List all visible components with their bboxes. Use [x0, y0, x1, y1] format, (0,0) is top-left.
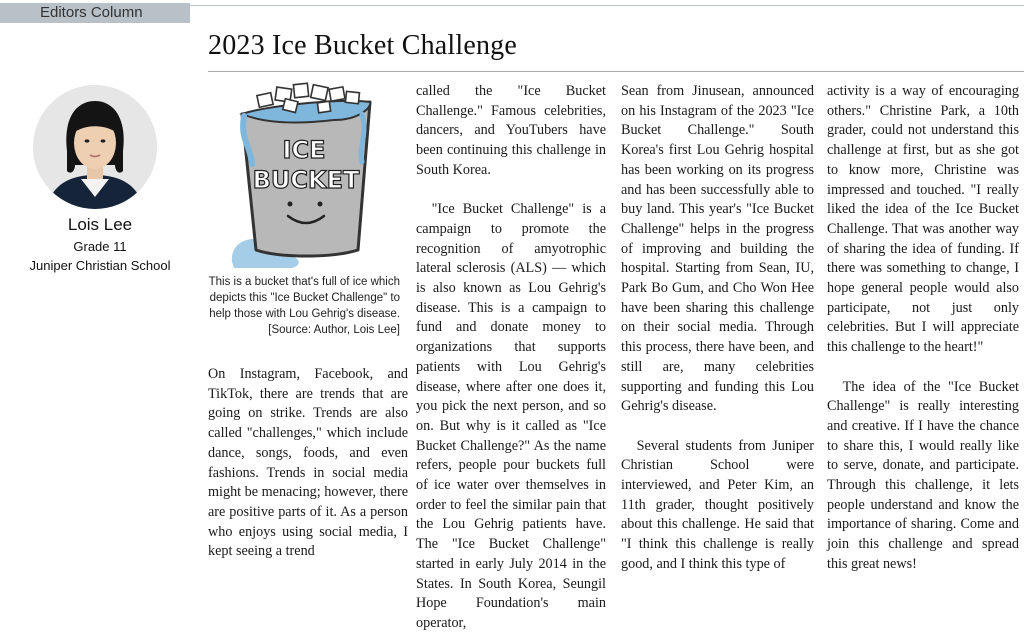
column-2-paragraph-2: "Ice Bucket Challenge" is a campaign to promote the recognition of amyotrophic lateral sclerosis (ALS) — which is also known as Lou Gehrig's disease. This is a campaign to fund and donate money to organizations that supports patients with Lou Gehrig's disease, where after one does it, you pick the next person, and so on. But why is it called as "Ice Bucket Challenge?" As the name refers, people pour buckets full of ice water over themselves in order to feel the similar pain that the Lou Gehrig patients have. The "Ice Bucket Challenge" started in early July 2014 in the States. In South Korea, Seungil Hope Foundation's main operator, — [416, 201, 606, 631]
author-portrait-image — [33, 85, 157, 209]
column-2-paragraph-1: called the "Ice Bucket Challenge." Famous celebrities, dancers, and YouTubers have been continuing this challenge in South Korea. — [416, 83, 606, 178]
column-4-paragraph-1: activity is a way of encouraging others." Christine Park, a 10th grader, could not understand this challenge at first, but as she got to know more, Christine was impressed and touched. "I really liked the idea of the Ice Bucket Challenge. That was another way of sharing the idea of funding. If there was something to change, I hope general people would also participate, not just only celebrities. But I will appreciate this challenge to the heart!" — [827, 83, 1019, 356]
author-grade: Grade 11 — [73, 239, 127, 254]
article-column-3 — [621, 82, 814, 575]
image-caption — [208, 274, 400, 338]
bucket-text-line1: ICE — [282, 136, 326, 164]
author-avatar — [33, 85, 157, 209]
article-column-4 — [827, 82, 1019, 575]
column-3-paragraph-1: Sean from Jinusean, announced on his Instagram of the 2023 "Ice Bucket Challenge." South Korea's first Lou Gehrig hospital has been working on its progress and has been successfully able to buy land. This year's "Ice Bucket Challenge" helps in the progress of improving and building the hospital. Starting from Sean, IU, Park Bo Gum, and Cho Won Hee have been sharing this challenge on their social media. Through this process, there have been, and still are, many celebrities supporting and funding this Lou Gehrig's disease. — [621, 83, 814, 415]
bucket-text-line2: BUCKET — [252, 166, 360, 194]
column-3-paragraph-2: Several students from Juniper Christian School were interviewed, and Peter Kim, an 11th grader, thought positively about this challenge. He said that "I think this challenge is really good, and I think this type of — [621, 437, 814, 572]
author-name: Lois Lee — [67, 215, 133, 234]
article-headline: 2023 Ice Bucket Challenge — [208, 30, 518, 61]
section-label: Editors Column — [0, 3, 190, 23]
column-4-paragraph-2: The idea of the "Ice Bucket Challenge" is really interesting and creative. If I have the chance to share this, I would really like to serve, donate, and participate. Through this challenge, it lets people understand and know the importance of sharing. Come and join this challenge and spread this great news! — [827, 378, 1019, 572]
bucket-icon — [222, 80, 392, 268]
article-column-1 — [208, 365, 408, 562]
author-school: Juniper Christian School — [29, 258, 171, 273]
caption-source: [Source: Author, Lois Lee] — [268, 324, 400, 336]
headline-divider — [208, 71, 1024, 72]
column-1-paragraph-1: On Instagram, Facebook, and TikTok, there are trends that are going on strike. Trends are also called "challenges," which include dance, songs, foods, and even fashions. Trends in social media might be menacing; however, there are positive parts of it. As a person who enjoys using social media, I kept seeing a trend — [208, 366, 408, 560]
article-column-2 — [416, 82, 606, 634]
ice-bucket-illustration — [222, 80, 392, 268]
top-divider — [190, 5, 1024, 6]
caption-text: This is a bucket that's full of ice which depicts this "Ice Bucket Challenge" to help those with Lou Gehrig's disease. — [208, 276, 400, 320]
